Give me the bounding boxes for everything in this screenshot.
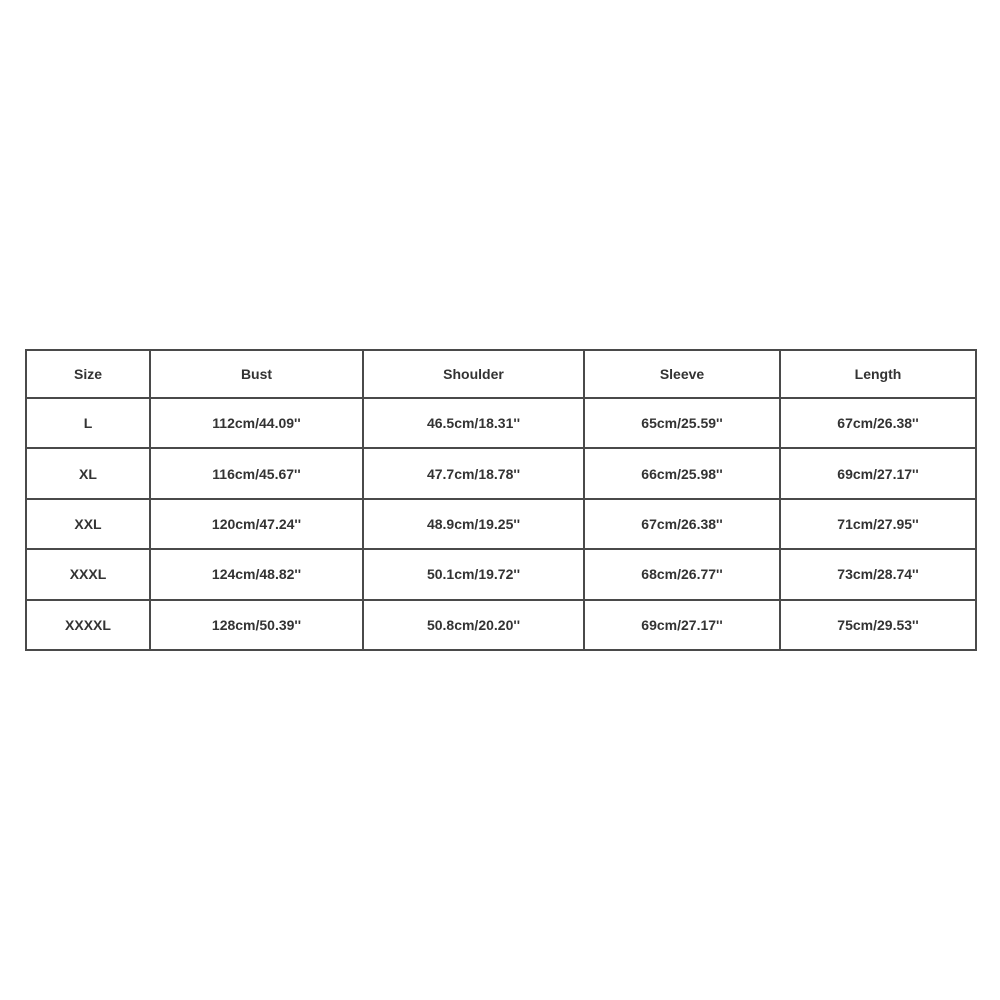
table-row	[26, 549, 976, 599]
header-sleeve: Sleeve	[584, 350, 780, 398]
cell-bust: 128cm/50.39''	[150, 600, 363, 650]
cell-length: 73cm/28.74''	[780, 549, 976, 599]
table-row	[26, 448, 976, 498]
cell-shoulder: 47.7cm/18.78''	[363, 448, 584, 498]
header-length: Length	[780, 350, 976, 398]
cell-size: XL	[26, 448, 150, 498]
table-header-row	[26, 350, 976, 398]
cell-shoulder: 46.5cm/18.31''	[363, 398, 584, 448]
cell-sleeve: 67cm/26.38''	[584, 499, 780, 549]
header-shoulder: Shoulder	[363, 350, 584, 398]
cell-bust: 112cm/44.09''	[150, 398, 363, 448]
table-row	[26, 499, 976, 549]
header-size: Size	[26, 350, 150, 398]
header-bust: Bust	[150, 350, 363, 398]
cell-length: 67cm/26.38''	[780, 398, 976, 448]
cell-bust: 120cm/47.24''	[150, 499, 363, 549]
cell-shoulder: 48.9cm/19.25''	[363, 499, 584, 549]
cell-sleeve: 65cm/25.59''	[584, 398, 780, 448]
cell-shoulder: 50.8cm/20.20''	[363, 600, 584, 650]
cell-size: XXXL	[26, 549, 150, 599]
cell-length: 71cm/27.95''	[780, 499, 976, 549]
cell-bust: 116cm/45.67''	[150, 448, 363, 498]
cell-size: XXL	[26, 499, 150, 549]
cell-bust: 124cm/48.82''	[150, 549, 363, 599]
cell-length: 75cm/29.53''	[780, 600, 976, 650]
cell-size: L	[26, 398, 150, 448]
table-row	[26, 600, 976, 650]
cell-shoulder: 50.1cm/19.72''	[363, 549, 584, 599]
cell-sleeve: 68cm/26.77''	[584, 549, 780, 599]
cell-length: 69cm/27.17''	[780, 448, 976, 498]
cell-sleeve: 69cm/27.17''	[584, 600, 780, 650]
size-chart-table	[25, 349, 977, 651]
cell-size: XXXXL	[26, 600, 150, 650]
table-row	[26, 398, 976, 448]
cell-sleeve: 66cm/25.98''	[584, 448, 780, 498]
